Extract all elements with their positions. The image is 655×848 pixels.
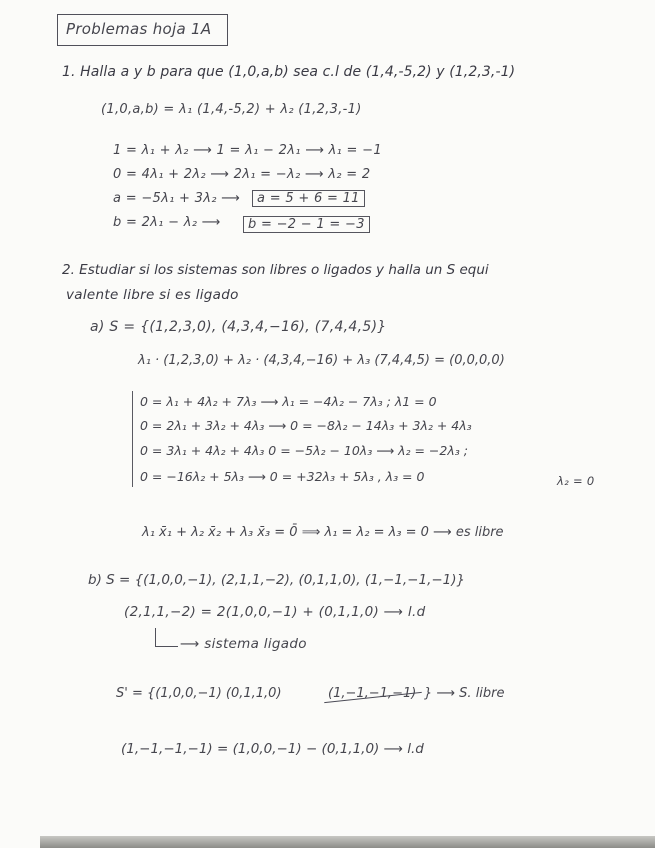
problem-1-line-4: b = 2λ₁ − λ₂ ⟶ (113, 215, 221, 230)
problem-1-line-3: a = −5λ₁ + 3λ₂ ⟶ (113, 191, 241, 206)
part-a-equation: λ₁ · (1,2,3,0) + λ₂ · (4,3,4,−16) + λ₃ (7,4,4,5) = (0,0,0,0) (138, 353, 505, 368)
answer-a-box: a = 5 + 6 = 11 (252, 190, 365, 207)
part-b-combo-1: (2,1,1,−2) = 2(1,0,0,−1) + (0,1,1,0) ⟶ l.d (124, 604, 426, 620)
problem-1-equation: (1,0,a,b) = λ₁ (1,4,-5,2) + λ₂ (1,2,3,-1) (101, 102, 362, 117)
part-a-set: a) S = {(1,2,3,0), (4,3,4,−16), (7,4,4,5)} (90, 319, 387, 335)
s-prime-struck-vector: (1,−1,−1,−1) (328, 686, 417, 701)
system-side-note: λ₂ = 0 (557, 474, 595, 488)
part-b-set: b) S = {(1,0,0,−1), (2,1,1,−2), (0,1,1,0), (1,−1,−1,−1)} (88, 572, 466, 588)
answer-b-box: b = −2 − 1 = −3 (243, 216, 370, 233)
problem-1-statement: 1. Halla a y b para que (1,0,a,b) sea c.l de (1,4,-5,2) y (1,2,3,-1) (62, 64, 516, 80)
problem-1-line-2: 0 = 4λ₁ + 2λ₂ ⟶ 2λ₁ = −λ₂ ⟶ λ₂ = 2 (113, 167, 371, 182)
system-brace (132, 391, 133, 487)
ligado-arrow-hook (155, 628, 178, 647)
problem-1-line-1: 1 = λ₁ + λ₂ ⟶ 1 = λ₁ − 2λ₁ ⟶ λ₁ = −1 (113, 143, 382, 158)
problem-2-statement-line-1: 2. Estudiar si los sistemas son libres o ligados y halla un S equi (62, 262, 489, 278)
system-line-2: 0 = 2λ₁ + 3λ₂ + 4λ₃ ⟶ 0 = −8λ₂ − 14λ₃ + 3λ₂ + 4λ₃ (140, 418, 472, 433)
ligado-note: ⟶ sistema ligado (180, 636, 307, 652)
problem-2-statement-line-2: valente libre si es ligado (66, 287, 239, 303)
s-prime-main: S' = {(1,0,0,−1) (0,1,1,0) (116, 686, 282, 701)
s-prime-end: } ⟶ S. libre (424, 686, 505, 701)
system-line-1: 0 = λ₁ + 4λ₂ + 7λ₃ ⟶ λ₁ = −4λ₂ − 7λ₃ ; λ1 = 0 (140, 394, 437, 409)
system-line-3: 0 = 3λ₁ + 4λ₂ + 4λ₃ 0 = −5λ₂ − 10λ₃ ⟶ λ₂ = −2λ₃ ; (140, 443, 468, 458)
part-a-conclusion: λ₁ x̄₁ + λ₂ x̄₂ + λ₃ x̄₃ = 0̄ ⟹ λ₁ = λ₂ = λ₃ = 0 ⟶ es libre (142, 525, 504, 540)
part-b-combo-2: (1,−1,−1,−1) = (1,0,0,−1) − (0,1,1,0) ⟶ l.d (121, 741, 424, 757)
sheet-title: Problemas hoja 1A (66, 20, 212, 38)
page-bottom-edge (40, 836, 655, 848)
system-line-4: 0 = −16λ₂ + 5λ₃ ⟶ 0 = +32λ₃ + 5λ₃ , λ₃ = 0 (140, 469, 425, 484)
